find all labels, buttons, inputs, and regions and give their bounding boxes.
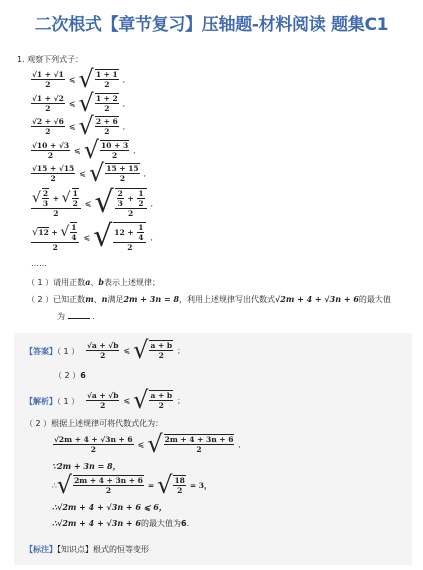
formula-denominator: 2 bbox=[45, 103, 51, 113]
answer-1-formula: $\frac{√a + √b}{2}$ ⩽ √ $\frac{a + b}{2}$ ； bbox=[87, 336, 185, 364]
formula-radicand: 10 + 3 bbox=[101, 141, 129, 150]
formula-lhs: $\frac{√2 + √6}{2}$ bbox=[32, 116, 64, 136]
formula-denominator: 2 bbox=[119, 174, 126, 183]
formula-denominator: 2 bbox=[112, 151, 118, 160]
part1-text: （ 1 ）请用正数a、b表示上述规律； bbox=[27, 277, 160, 287]
formula-row-4: $\frac{√10 + √3}{2}$ ⩽ √ $\frac{10 + 3}{2}$ , bbox=[32, 136, 136, 164]
formula-term-b: √6 bbox=[53, 116, 64, 126]
analysis-1-formula: $\frac{√a + √b}{2}$ ⩽ √ $\frac{a + b}{2}$ ； bbox=[87, 386, 185, 414]
formula-row-3: $\frac{√2 + √6}{2}$ ⩽ √ $\frac{2 + 6}{2}$ , bbox=[32, 112, 126, 140]
formula-radicand: 15 + 15 bbox=[106, 164, 139, 173]
formula-term-b: √15 bbox=[58, 163, 75, 173]
part2-text: （ 2 ）已知正数m、n满足2m + 3n = 8，利用上述规律写出代数式√2m + 4 + √3n + 6的最大值 bbox=[27, 294, 391, 304]
formula-denominator: 2 bbox=[45, 79, 51, 89]
formula-rhs bbox=[105, 163, 139, 183]
analysis-step-2: ∵2m + 3n = 8， bbox=[52, 461, 121, 471]
part2-line2: 为 . bbox=[57, 312, 95, 321]
leq-sign: ⩽ bbox=[68, 121, 76, 131]
formula-lhs: $\frac{√1 + √1}{2}$ bbox=[32, 69, 64, 89]
formula-lhs: $\frac{√15 + √15}{2}$ bbox=[32, 163, 75, 183]
question-number: 1. bbox=[17, 55, 25, 64]
formula-rhs bbox=[100, 140, 129, 160]
analysis-step-1: $\frac{√2m + 4 + √3n + 6}{2}$ ⩽ √ $\frac{2m + 4 + 3n + 6}{2}$ , bbox=[54, 430, 241, 458]
formula-comma: , bbox=[133, 145, 136, 155]
formula-rhs bbox=[95, 93, 119, 113]
analysis-line-2: （ 2 ）根据上述规律可将代数式化为： bbox=[25, 419, 164, 428]
answer-line-1: 【答案】（ 1 ） bbox=[25, 347, 80, 356]
formula-lhs-6: √ $\frac{2}{3}$ + √ $\frac{1}{2}$ 2 bbox=[31, 188, 81, 218]
formula-lhs: $\frac{√1 + √2}{2}$ bbox=[32, 93, 64, 113]
note-tag: 【标注】 bbox=[25, 545, 57, 554]
leq-sign: ⩽ bbox=[74, 145, 81, 155]
formula-row-6: √ $\frac{2}{3}$ + √ $\frac{1}{2}$ 2 ⩽ √ $\frac{2}{3}$ + $\frac{1}{2}$ 2 , bbox=[32, 185, 153, 220]
leq-sign: ⩽ bbox=[68, 74, 76, 84]
formula-denominator: 2 bbox=[47, 150, 54, 160]
answer-tag: 【答案】 bbox=[25, 347, 57, 356]
formula-comma: , bbox=[122, 98, 126, 108]
formula-comma: , bbox=[122, 121, 126, 131]
analysis-line-1: 【解析】（ 1 ） bbox=[25, 397, 80, 406]
answer-line-2: （ 2 ）6 bbox=[54, 371, 86, 380]
analysis-step-5: ∴√2m + 4 + √3n + 6的最大值为6. bbox=[52, 518, 190, 528]
ellipsis: …… bbox=[31, 259, 47, 268]
formula-rhs-7: 12 + $\frac{1}{4}$ 2 bbox=[113, 222, 146, 252]
leq-sign: ⩽ bbox=[79, 168, 86, 178]
formula-denominator: 2 bbox=[104, 80, 110, 89]
question-header bbox=[17, 55, 83, 65]
formula-rhs bbox=[95, 116, 119, 136]
answer-blank[interactable] bbox=[68, 311, 90, 319]
formula-rhs-6: $\frac{2}{3}$ + $\frac{1}{2}$ 2 bbox=[115, 188, 147, 218]
formula-radicand: 2 + 6 bbox=[95, 117, 118, 126]
formula-lhs-7: √ 12 + √ $\frac{1}{4}$ 2 bbox=[31, 222, 79, 252]
note-line: 【标注】【知识点】根式的恒等变形 bbox=[25, 545, 149, 554]
formula-term-a: √1 bbox=[32, 69, 43, 79]
formula-row-1: $\frac{√1 + √1}{2}$ ⩽ √ $\frac{1 + 1}{2}$ , bbox=[32, 65, 126, 93]
formula-term-a: √1 bbox=[32, 93, 43, 103]
formula-denominator: 2 bbox=[50, 173, 56, 183]
formula-denominator: 2 bbox=[104, 104, 110, 113]
formula-term-a: √15 bbox=[32, 163, 48, 173]
formula-comma: , bbox=[122, 74, 126, 84]
formula-radicand: 1 + 1 bbox=[95, 70, 118, 79]
formula-term-b: √2 bbox=[53, 93, 64, 103]
formula-row-2: $\frac{√1 + √2}{2}$ ⩽ √ $\frac{1 + 2}{2}$ , bbox=[32, 89, 126, 117]
formula-term-a: √2 bbox=[32, 116, 43, 126]
formula-row-7: √ 12 + √ $\frac{1}{4}$ 2 ⩽ √ 12 + $\frac{1}{4}$ 2 , bbox=[32, 219, 153, 254]
analysis-step-3: ∴ √ $\frac{2m + 4 + 3n + 6}{2}$ = √ $\frac{18}{2}$ = 3， bbox=[52, 471, 212, 499]
formula-row-5: $\frac{√15 + √15}{2}$ ⩽ √ $\frac{15 + 15}{2}$ , bbox=[32, 159, 147, 187]
question-intro: 观察下列式子： bbox=[27, 55, 84, 64]
formula-rhs bbox=[95, 69, 119, 89]
analysis-tag: 【解析】 bbox=[25, 397, 57, 406]
formula-lhs: $\frac{√10 + √3}{2}$ bbox=[32, 140, 70, 160]
leq-sign: ⩽ bbox=[68, 98, 76, 108]
formula-comma: , bbox=[143, 168, 147, 178]
formula-term-b: √3 bbox=[58, 140, 70, 150]
page-title: 二次根式【章节复习】压轴题-材料阅读 题集C1 bbox=[34, 15, 389, 35]
formula-radicand: 1 + 2 bbox=[95, 94, 118, 103]
formula-denominator: 2 bbox=[45, 126, 51, 136]
formula-denominator: 2 bbox=[104, 127, 110, 136]
formula-term-b: √1 bbox=[53, 69, 64, 79]
analysis-step-4: ∴√2m + 4 + √3n + 6 ⩽ 6， bbox=[52, 502, 167, 512]
formula-term-a: √10 bbox=[32, 140, 48, 150]
